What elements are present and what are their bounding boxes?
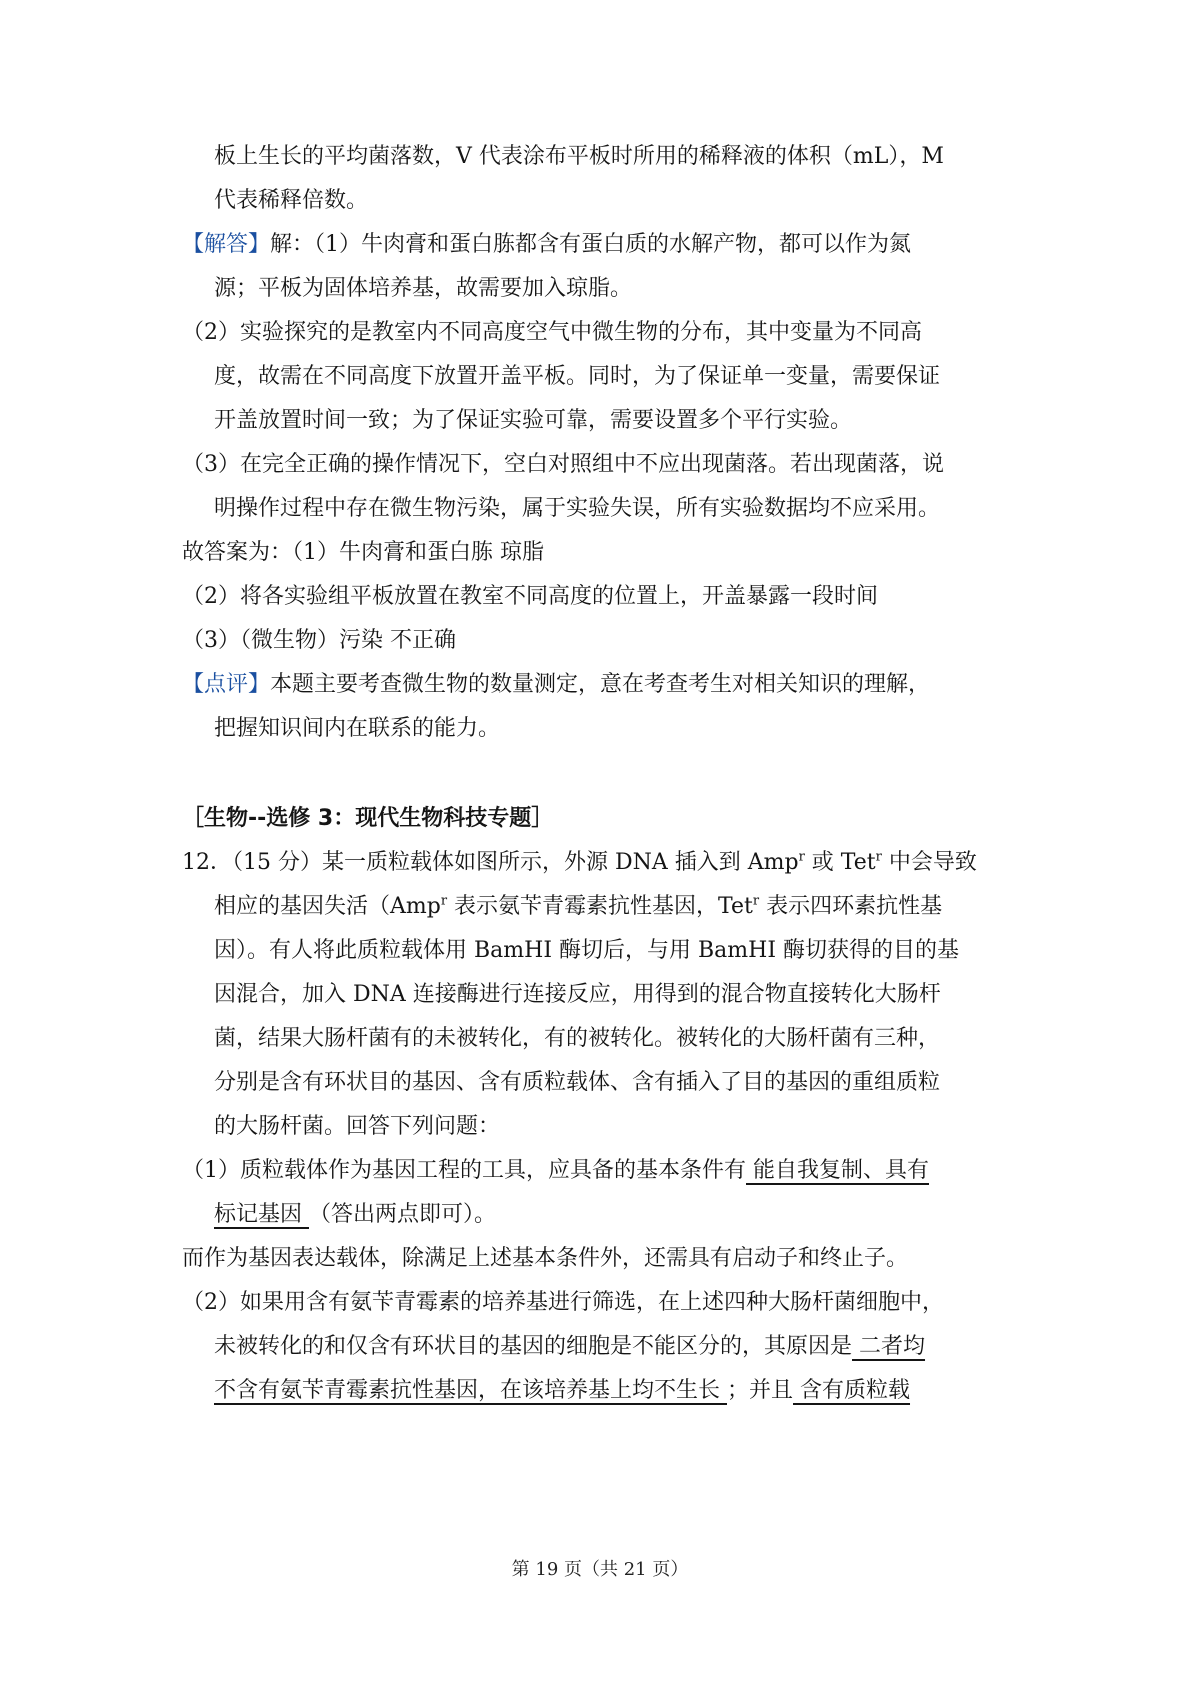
intro-line-1: 板上生长的平均菌落数，V 代表涂布平板时所用的稀释液的体积（mL），M [214, 144, 944, 169]
q12-sub1-text: （1）质粒载体作为基因工程的工具，应具备的基本条件有 [182, 1158, 746, 1183]
q12-sub2-answer-c: 含有质粒载 [793, 1378, 911, 1403]
answer-p2-line-3: 开盖放置时间一致；为了保证实验可靠，需要设置多个平行实验。 [214, 408, 853, 433]
q12-sub1-answer-a: 能自我复制、具有 [746, 1158, 929, 1183]
q12-sub2-answer-b: 不含有氨苄青霉素抗性基因，在该培养基上均不生长 [214, 1378, 727, 1403]
q12-text-b: 或 Tet [804, 850, 876, 875]
q12-line-5: 菌，结果大肠杆菌有的未被转化，有的被转化。被转化的大肠杆菌有三种， [214, 1026, 941, 1051]
q12-text-c: 中会导致 [881, 850, 977, 875]
superscript-r: r [752, 893, 760, 909]
q12-sub1-line-3: 而作为基因表达载体，除满足上述基本条件外，还需具有启动子和终止子。 [182, 1246, 909, 1271]
q12-sub1-line-1 [182, 1156, 929, 1186]
q12-sub2-line-2 [214, 1332, 925, 1362]
section-heading: ［生物--选修 3：现代生物科技专题］ [182, 806, 554, 831]
answer-line-1 [182, 230, 911, 260]
superscript-r: r [798, 849, 805, 865]
q12-line-4: 因混合，加入 DNA 连接酶进行连接反应，用得到的混合物直接转化大肠杆 [214, 982, 941, 1007]
answer-line-2: 源；平板为固体培养基，故需要加入琼脂。 [214, 276, 633, 301]
page-footer: 第 19 页（共 21 页） [511, 1559, 689, 1580]
q12-sub2-connector: ；并且 [727, 1378, 794, 1403]
q12-sub2-answer-a: 二者均 [852, 1334, 926, 1359]
q12-line-7: 的大肠杆菌。回答下列问题： [214, 1114, 501, 1139]
final-answer-line-1: 故答案为：（1）牛肉膏和蛋白胨 琼脂 [182, 540, 544, 565]
q12-text-a: 12．（15 分）某一质粒载体如图所示，外源 DNA 插入到 Amp [182, 850, 799, 875]
q12-sub2-line-3 [214, 1376, 910, 1406]
comment-line-2: 把握知识间内在联系的能力。 [214, 716, 501, 741]
q12-sub1-line-2 [214, 1200, 496, 1230]
q12-text-2a: 相应的基因失活（Amp [214, 894, 441, 919]
answer-p2-line-1: （2）实验探究的是教室内不同高度空气中微生物的分布，其中变量为不同高 [182, 320, 922, 345]
final-answer-line-3: （3）（微生物）污染 不正确 [182, 628, 456, 653]
answer-p2-line-2: 度，故需在不同高度下放置开盖平板。同时，为了保证单一变量，需要保证 [214, 364, 941, 389]
superscript-r: r [875, 849, 882, 865]
final-answer-line-2: （2）将各实验组平板放置在教室不同高度的位置上，开盖暴露一段时间 [182, 584, 878, 609]
answer-text-1: 解：（1）牛肉膏和蛋白胨都含有蛋白质的水解产物，都可以作为氮 [270, 232, 912, 257]
comment-line-1 [182, 670, 930, 700]
answer-p3-line-2: 明操作过程中存在微生物污染，属于实验失误，所有实验数据均不应采用。 [214, 496, 941, 521]
q12-line-2 [214, 892, 942, 922]
q12-line-6: 分别是含有环状目的基因、含有质粒载体、含有插入了目的基因的重组质粒 [214, 1070, 941, 1095]
q12-sub2-line-1: （2）如果用含有氨苄青霉素的培养基进行筛选，在上述四种大肠杆菌细胞中， [182, 1290, 944, 1315]
comment-text-1: 本题主要考查微生物的数量测定，意在考查考生对相关知识的理解， [270, 672, 931, 697]
answer-p3-line-1: （3）在完全正确的操作情况下，空白对照组中不应出现菌落。若出现菌落，说 [182, 452, 944, 477]
q12-text-2b: 表示氨苄青霉素抗性基因，Tet [447, 894, 753, 919]
intro-line-2: 代表稀释倍数。 [214, 188, 369, 213]
q12-text-2c: 表示四环素抗性基 [759, 894, 943, 919]
superscript-r: r [440, 893, 448, 909]
answer-tag: 【解答】 [182, 232, 271, 257]
q12-line-3: 因）。有人将此质粒载体用 BamHI 酶切后，与用 BamHI 酶切获得的目的基 [214, 938, 960, 963]
comment-tag: 【点评】 [182, 672, 271, 697]
q12-sub1-note: （答出两点即可）。 [309, 1202, 497, 1227]
q12-sub1-answer-b: 标记基因 [214, 1202, 309, 1227]
q12-line-1 [182, 848, 977, 878]
q12-sub2-text: 未被转化的和仅含有环状目的基因的细胞是不能区分的，其原因是 [214, 1334, 853, 1359]
